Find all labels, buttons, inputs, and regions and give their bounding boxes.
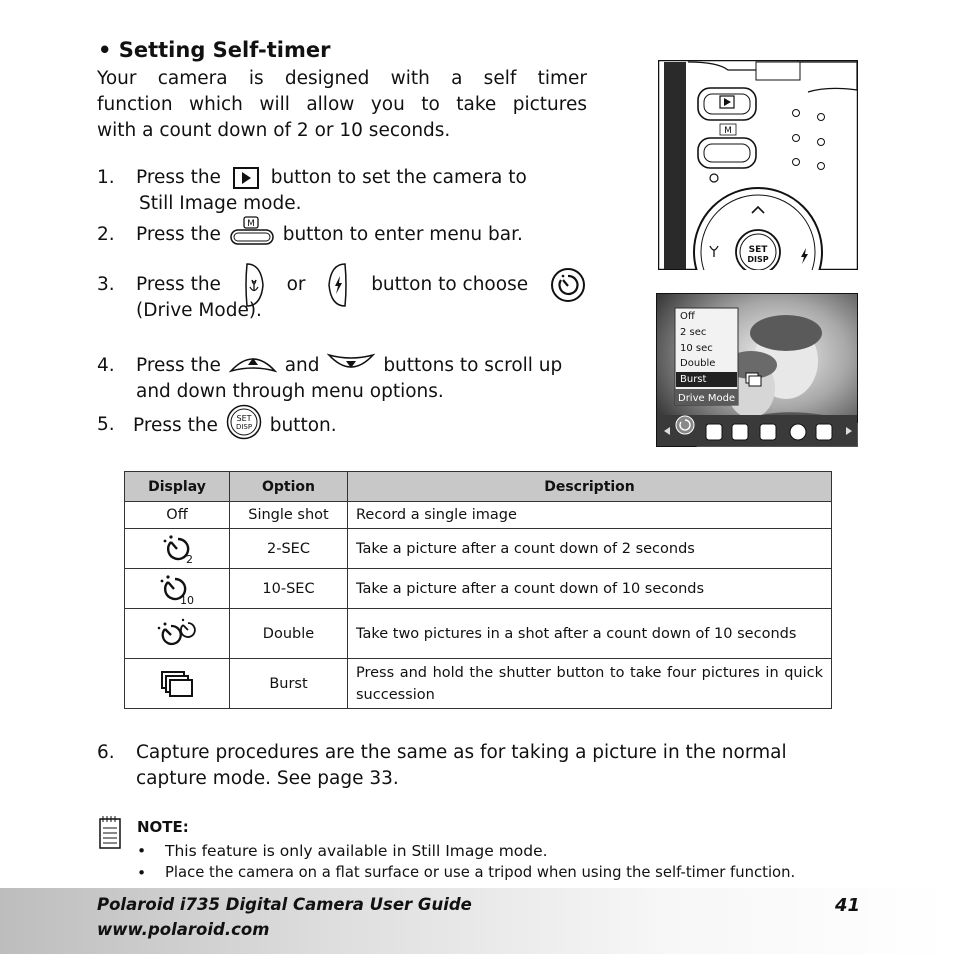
disp-label: DISP — [235, 423, 252, 431]
step-text: (Drive Mode). — [136, 300, 262, 321]
set-label: SET — [236, 414, 252, 423]
timer-sub-label: 10 — [180, 593, 194, 605]
display-cell — [125, 659, 230, 709]
step-text: Still Image mode. — [139, 193, 302, 214]
camera-back-illustration — [658, 60, 858, 270]
menu-button-label: M — [246, 219, 255, 229]
description-cell: Take a picture after a count down of 2 seconds — [348, 529, 832, 569]
lcd-menu-item: 10 sec — [680, 343, 713, 354]
flash-right-button-icon — [327, 262, 349, 308]
timer-sub-label: 2 — [186, 552, 193, 565]
playback-button-icon — [233, 167, 259, 189]
camera-set-label: SET — [748, 245, 768, 255]
description-cell: Record a single image — [348, 502, 832, 529]
step-text: Press the — [136, 224, 221, 245]
down-button-icon — [327, 351, 375, 375]
step-text: capture mode. See page 33. — [136, 768, 399, 789]
step-3 — [97, 272, 587, 324]
step-text: and — [284, 355, 320, 376]
step-2 — [97, 219, 587, 252]
display-cell — [125, 529, 230, 569]
page-number: 41 — [835, 895, 861, 916]
option-cell: Burst — [230, 659, 348, 709]
note-icon — [99, 815, 121, 849]
intro-line: with a count down of 2 or 10 seconds. — [97, 120, 451, 141]
step-text: Press the — [133, 415, 218, 436]
self-timer-icon — [157, 573, 197, 605]
lcd-menu-item: Double — [680, 358, 716, 369]
footer-title: Polaroid i735 Digital Camera User Guide — [97, 895, 472, 914]
note-text: Place the camera on a flat surface or use a tripod when using the self-timer function. — [165, 864, 796, 881]
step-1 — [97, 165, 587, 217]
lcd-menu-item: Off — [680, 311, 695, 322]
option-cell: 2-SEC — [230, 529, 348, 569]
note-text: This feature is only available in Still Image mode. — [165, 842, 548, 860]
step-text: Press the — [136, 167, 221, 188]
camera-m-label: M — [724, 126, 732, 136]
section-heading: • Setting Self-timer — [98, 38, 331, 62]
step-text: Press the — [136, 274, 221, 295]
self-timer-icon — [160, 533, 194, 565]
footer-url: www.polaroid.com — [97, 920, 270, 939]
lcd-menu-item-selected: Burst — [680, 374, 707, 385]
step-text: button to enter menu bar. — [282, 224, 523, 245]
menu-button-icon — [229, 216, 275, 246]
set-disp-button-icon — [226, 404, 262, 440]
drive-mode-table — [124, 471, 832, 709]
table-row — [125, 609, 832, 659]
step-text: or — [286, 274, 306, 295]
intro-line: Your camera is designed with a self timer — [97, 68, 587, 89]
step-text: and down through menu options. — [136, 381, 444, 402]
step-number: 1. — [97, 167, 115, 188]
camera-disp-label: DISP — [747, 255, 769, 264]
step-number: 4. — [97, 355, 115, 376]
bullet: • — [137, 864, 147, 882]
step-number: 6. — [97, 742, 115, 763]
col-header-description: Description — [348, 472, 832, 502]
step-number: 3. — [97, 274, 115, 295]
col-header-option: Option — [230, 472, 348, 502]
bullet: • — [137, 842, 147, 860]
option-cell: Single shot — [230, 502, 348, 529]
description-cell: Press and hold the shutter button to take four pictures in quick succession — [348, 659, 832, 709]
step-text: button. — [269, 415, 337, 436]
table-row — [125, 529, 832, 569]
step-5 — [97, 412, 587, 442]
step-number: 5. — [97, 414, 115, 435]
table-row — [125, 659, 832, 709]
lcd-drive-mode-screen — [656, 293, 858, 447]
lcd-menu-item: 2 sec — [680, 327, 707, 338]
description-cell: Take two pictures in a shot after a count down of 10 seconds — [348, 609, 832, 659]
step-text: Press the — [136, 355, 221, 376]
up-button-icon — [229, 351, 277, 375]
display-cell: Off — [125, 502, 230, 529]
display-cell — [125, 609, 230, 659]
intro-paragraph — [97, 66, 587, 144]
col-header-display: Display — [125, 472, 230, 502]
step-number: 2. — [97, 224, 115, 245]
burst-icon — [160, 670, 194, 698]
lcd-drive-mode-label: Drive Mode — [678, 393, 736, 404]
step-text: button to set the camera to — [270, 167, 527, 188]
step-text: buttons to scroll up — [383, 355, 563, 376]
intro-line: function which will allow you to take pictures — [97, 94, 587, 115]
option-cell: 10-SEC — [230, 569, 348, 609]
self-timer-icon — [550, 267, 586, 303]
option-cell: Double — [230, 609, 348, 659]
double-timer-icon — [155, 617, 199, 651]
step-text: Capture procedures are the same as for taking a picture in the normal — [136, 742, 787, 763]
step-text: button to choose — [371, 274, 529, 295]
step-4 — [97, 353, 587, 405]
table-row — [125, 569, 832, 609]
description-cell: Take a picture after a count down of 10 seconds — [348, 569, 832, 609]
display-cell — [125, 569, 230, 609]
note-heading: NOTE: — [137, 818, 189, 836]
table-row — [125, 502, 832, 529]
